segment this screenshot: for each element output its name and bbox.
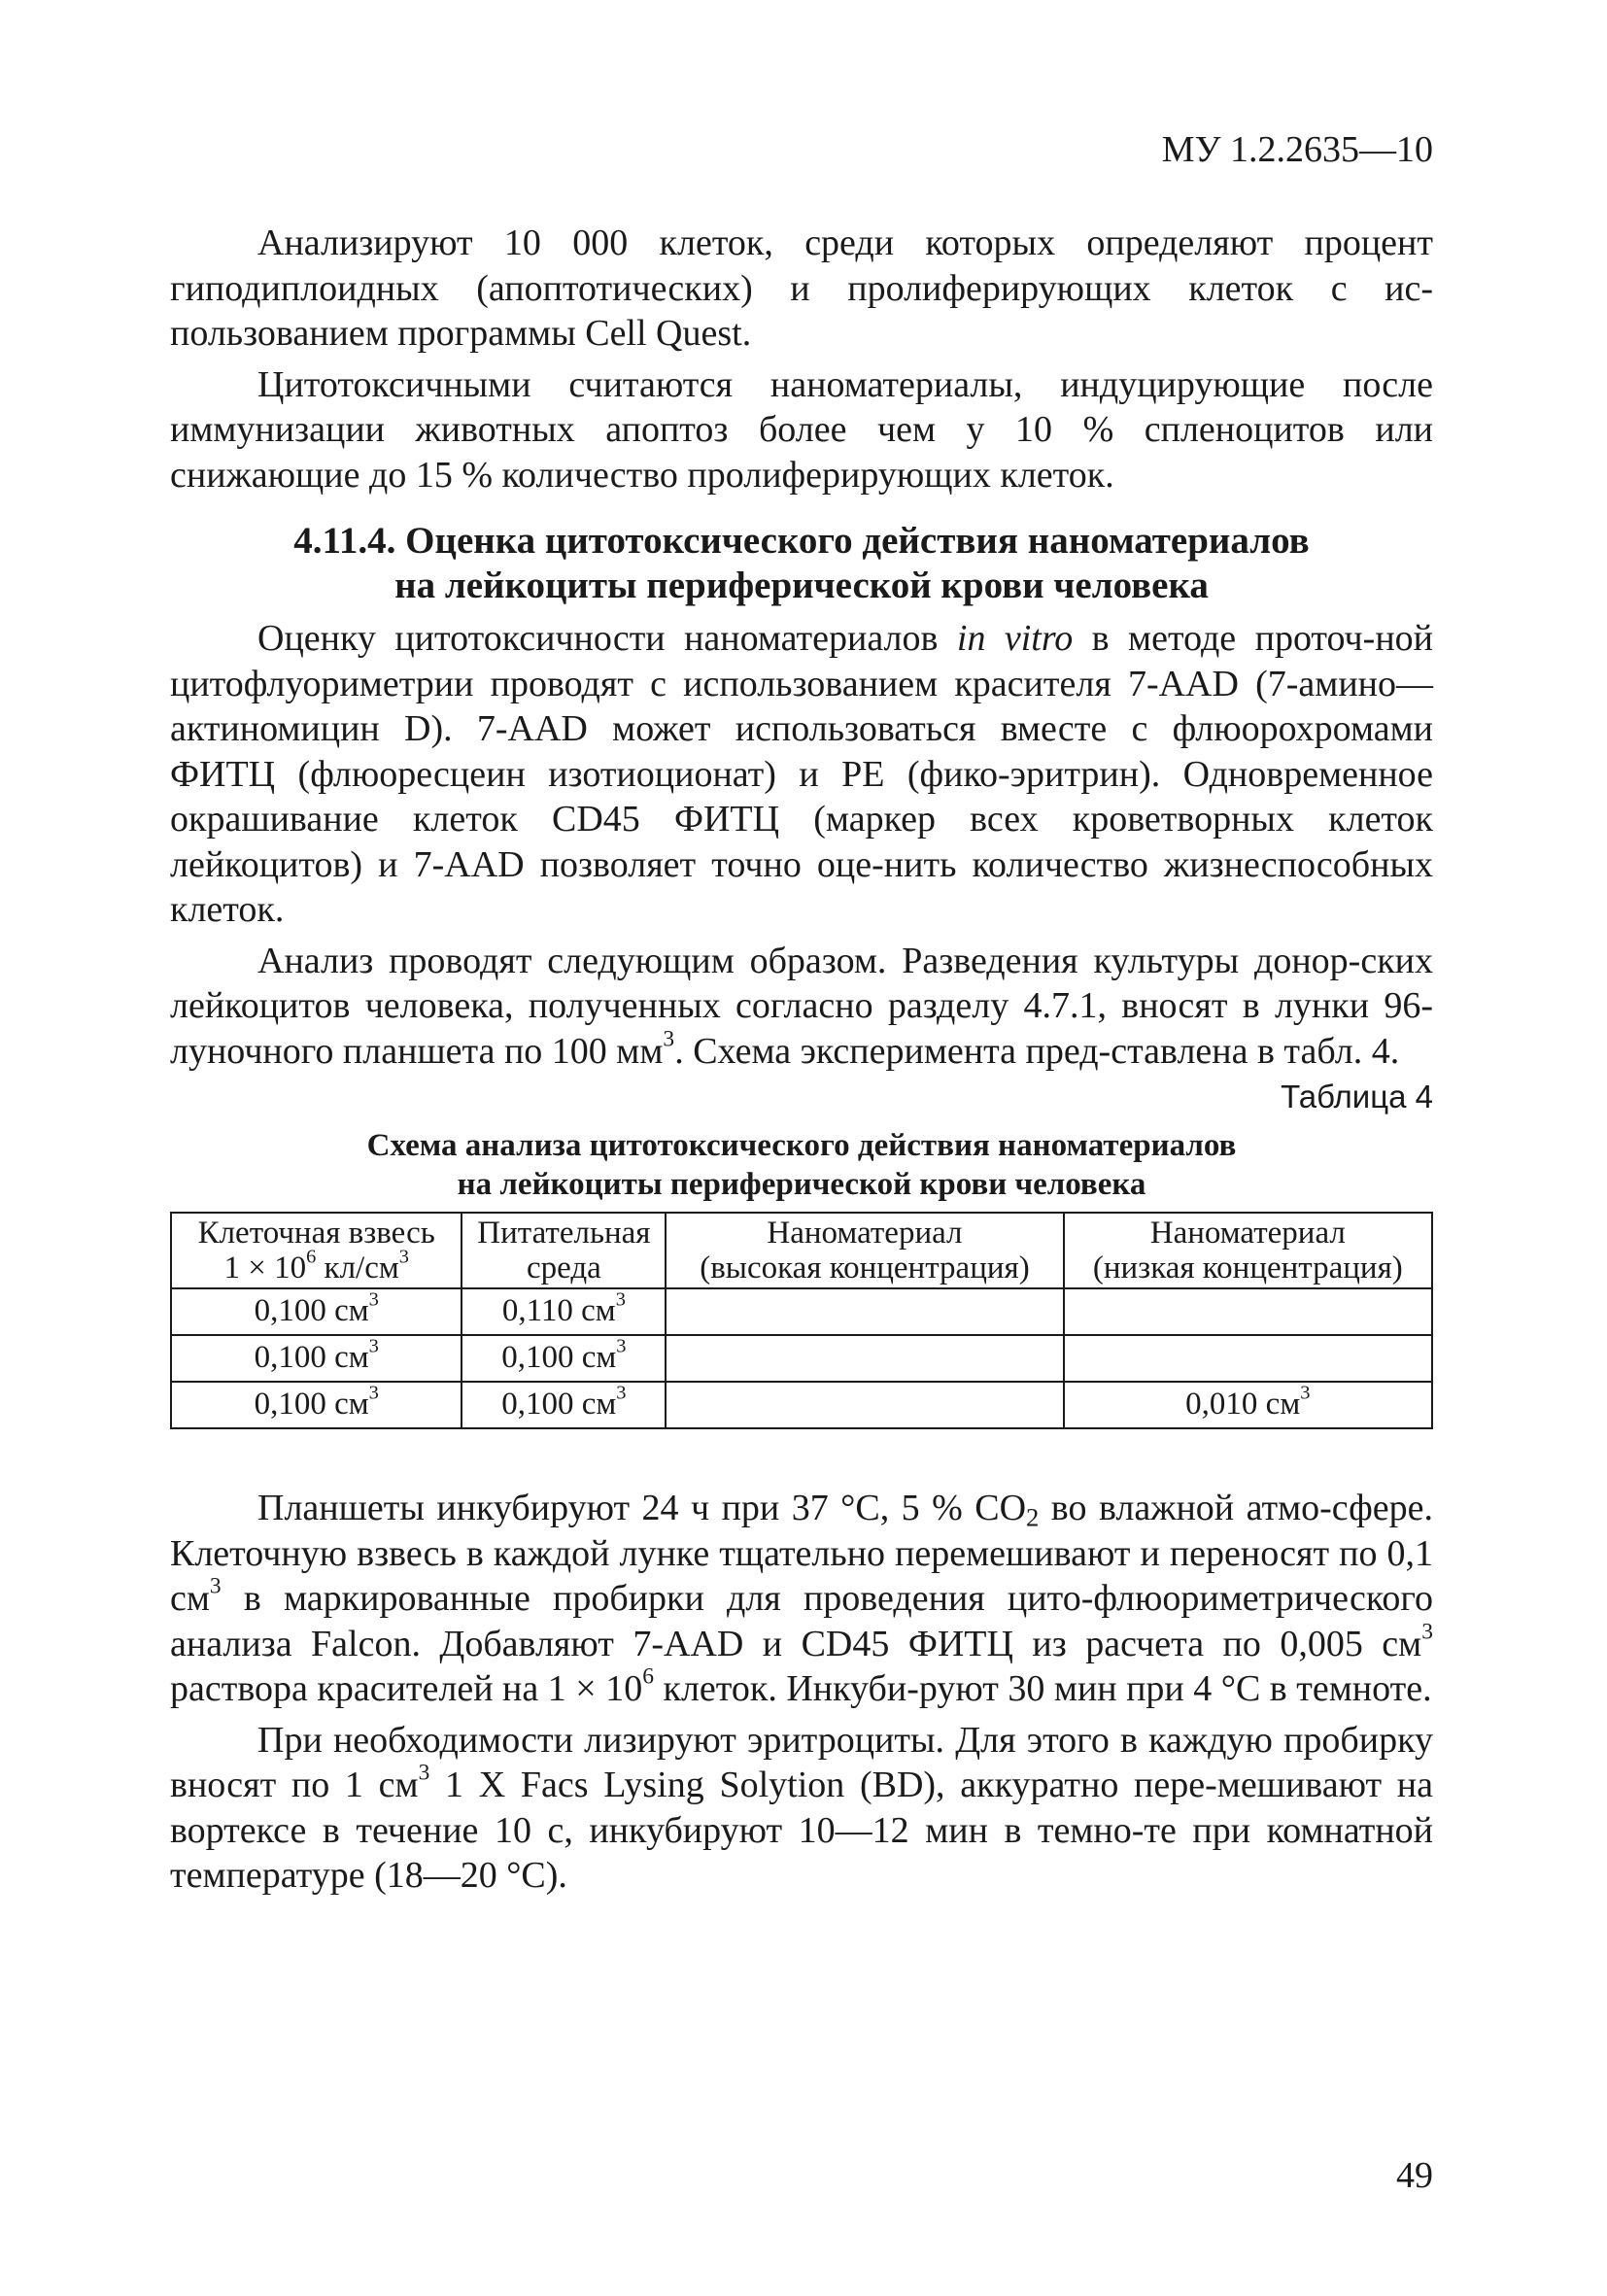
text-run: раствора красителей на 1 × 10 [170, 1668, 643, 1709]
table-caption-line2: на лейкоциты периферической крови человека [457, 1167, 1146, 1202]
table-cell-c2 [462, 1382, 666, 1428]
section-heading-line1: 4.11.4. Оценка цитотоксического действия наноматериалов [293, 520, 1310, 562]
superscript: 3 [368, 1382, 379, 1404]
cell-unit: см [334, 1340, 369, 1375]
text-run: Планшеты инкубируют 24 ч при 37 °С, 5 % СО [257, 1488, 1027, 1528]
table-cell-c3 [666, 1382, 1063, 1428]
document-code-header [1162, 126, 1433, 173]
cell-unit: см [581, 1340, 617, 1375]
text-run: . Схема эксперимента пред-ставлена в табл. 4. [674, 1030, 1400, 1072]
superscript: 3 [663, 1025, 675, 1051]
table-row [171, 1288, 1432, 1335]
cell-unit: см [334, 1293, 369, 1328]
superscript: 3 [398, 1246, 409, 1268]
header-text: среда [526, 1251, 601, 1285]
superscript: 3 [1421, 1618, 1433, 1644]
section-heading [170, 519, 1433, 608]
cell-value: 0,010 [1185, 1387, 1258, 1422]
superscript: 6 [306, 1246, 317, 1268]
cell-value: 0,100 [254, 1293, 326, 1328]
subscript: 2 [1026, 1502, 1040, 1532]
cell-unit: см [1265, 1387, 1301, 1422]
cell-value: 0,100 [501, 1387, 574, 1422]
table-cell-c3 [666, 1335, 1063, 1382]
superscript: 3 [1300, 1382, 1311, 1404]
section-heading-line2: на лейкоциты периферической крови человека [394, 565, 1209, 606]
cell-value: 0,100 [254, 1340, 326, 1375]
header-text: Клеточная взвесь [197, 1216, 435, 1251]
text-run: 1 X Facs Lysing Solytion (BD), аккуратно пере-мешивают на вортексе в течение 10 с, инкубируют 10—12 мин в темно-те при комнатной температуре (18—20 °С). [170, 1765, 1433, 1896]
superscript: 3 [368, 1288, 379, 1311]
text-run: во влажной атмо-сфере. Клеточную взвесь в каждой лунке тщательно перемешивают и переносят по 0,1 см [170, 1488, 1433, 1619]
table-row [171, 1382, 1432, 1428]
italic-in-vitro: in vitro [956, 618, 1074, 659]
page-number: 49 [1396, 2155, 1433, 2196]
paragraph-method [170, 616, 1433, 933]
header-cell-low-concentration [1064, 1213, 1432, 1288]
table-cell-c4 [1064, 1382, 1432, 1428]
table-cell-c2 [462, 1335, 666, 1382]
superscript: 3 [615, 1288, 626, 1311]
text-run: При необходимости лизируют эритроциты. Для этого в каждую пробирку вносят по 1 см [170, 1719, 1433, 1805]
cell-unit: см [581, 1293, 616, 1328]
cell-unit: см [334, 1387, 369, 1422]
table-header-row [171, 1213, 1432, 1288]
paragraph-cytotoxic-criteria: Цитотоксичными считаются наноматериалы, индуцирующие после иммунизации животных апоптоз более чем у 10 % спленоцитов или снижающие до 15 % количество пролиферирующих клеток. [170, 363, 1433, 496]
superscript: 6 [642, 1663, 654, 1690]
header-text: Наноматериал [1149, 1216, 1346, 1251]
header-cell-cell-suspension [171, 1213, 462, 1288]
page-body [170, 221, 1433, 1899]
table-cell-c4 [1064, 1288, 1432, 1335]
text-run: Оценку цитотоксичности наноматериалов [257, 618, 957, 659]
text-run: в методе проточ-ной цитофлуориметрии проводят с использованием красителя 7-AAD (7-амино—актиномицин D). 7-AAD может использоваться вместе с флюорохромами ФИТЦ (флюоресцеин изотиоционат) и PE (фико-эритрин). Одновременное окрашивание клеток CD45 ФИТЦ (маркер всех кроветворных клеток лейкоцитов) и 7-AAD позволяет точно оце-нить количество жизнеспособных клеток. [170, 618, 1433, 930]
header-cell-high-concentration [666, 1213, 1063, 1288]
doc-code: МУ 1.2.2635—10 [1161, 129, 1433, 170]
table-caption [170, 1126, 1433, 1204]
table-label: Таблица 4 [1281, 1079, 1433, 1114]
table-cell-c1 [171, 1288, 462, 1335]
cell-value: 0,100 [254, 1387, 326, 1422]
text-run: клеток. Инкуби-руют 30 мин при 4 °С в темноте. [653, 1668, 1432, 1709]
table-row [171, 1335, 1432, 1382]
cell-value: 0,100 [501, 1340, 574, 1375]
header-text: кл/см [316, 1251, 399, 1285]
paragraph-lysis [170, 1718, 1433, 1899]
header-cell-medium [462, 1213, 666, 1288]
cell-value: 0,110 [501, 1293, 573, 1328]
paragraph-incubation [170, 1486, 1433, 1712]
superscript: 3 [616, 1382, 627, 1404]
table-caption-line1: Схема анализа цитотоксического действия наноматериалов [366, 1128, 1237, 1163]
text-run: в маркированные пробирки для проведения цито-флюориметрического анализа Falcon. Добавляют 7-AAD и CD45 ФИТЦ из расчета по 0,005 см [170, 1578, 1433, 1664]
table-cell-c1 [171, 1382, 462, 1428]
superscript: 3 [418, 1760, 430, 1786]
table-cell-c3 [666, 1288, 1063, 1335]
superscript: 3 [209, 1573, 222, 1599]
table-cell-c4 [1064, 1335, 1432, 1382]
paragraph-procedure [170, 939, 1433, 1075]
superscript: 3 [368, 1335, 379, 1357]
cell-unit: см [581, 1387, 617, 1422]
experiment-scheme-table [170, 1212, 1433, 1429]
header-text: Наноматериал [767, 1216, 963, 1251]
table-cell-c1 [171, 1335, 462, 1382]
header-text: 1 × 10 [223, 1251, 307, 1285]
header-text: (высокая концентрация) [700, 1251, 1030, 1285]
header-text: Питательная [477, 1216, 651, 1251]
table-body [171, 1288, 1432, 1428]
table-cell-c2 [462, 1288, 666, 1335]
text-run: Анализ проводят следующим образом. Разведения культуры донор-ских лейкоцитов человека, полученных согласно разделу 4.7.1, вносят в лунки 96-луночного планшета по 100 мм [170, 940, 1433, 1072]
paragraph-analysis: Анализируют 10 000 клеток, среди которых определяют процент гиподиплоидных (апоптотических) и пролиферирующих клеток с ис-пользованием программы Cell Quest. [170, 223, 1433, 354]
header-text: (низкая концентрация) [1092, 1251, 1403, 1285]
superscript: 3 [616, 1335, 627, 1357]
